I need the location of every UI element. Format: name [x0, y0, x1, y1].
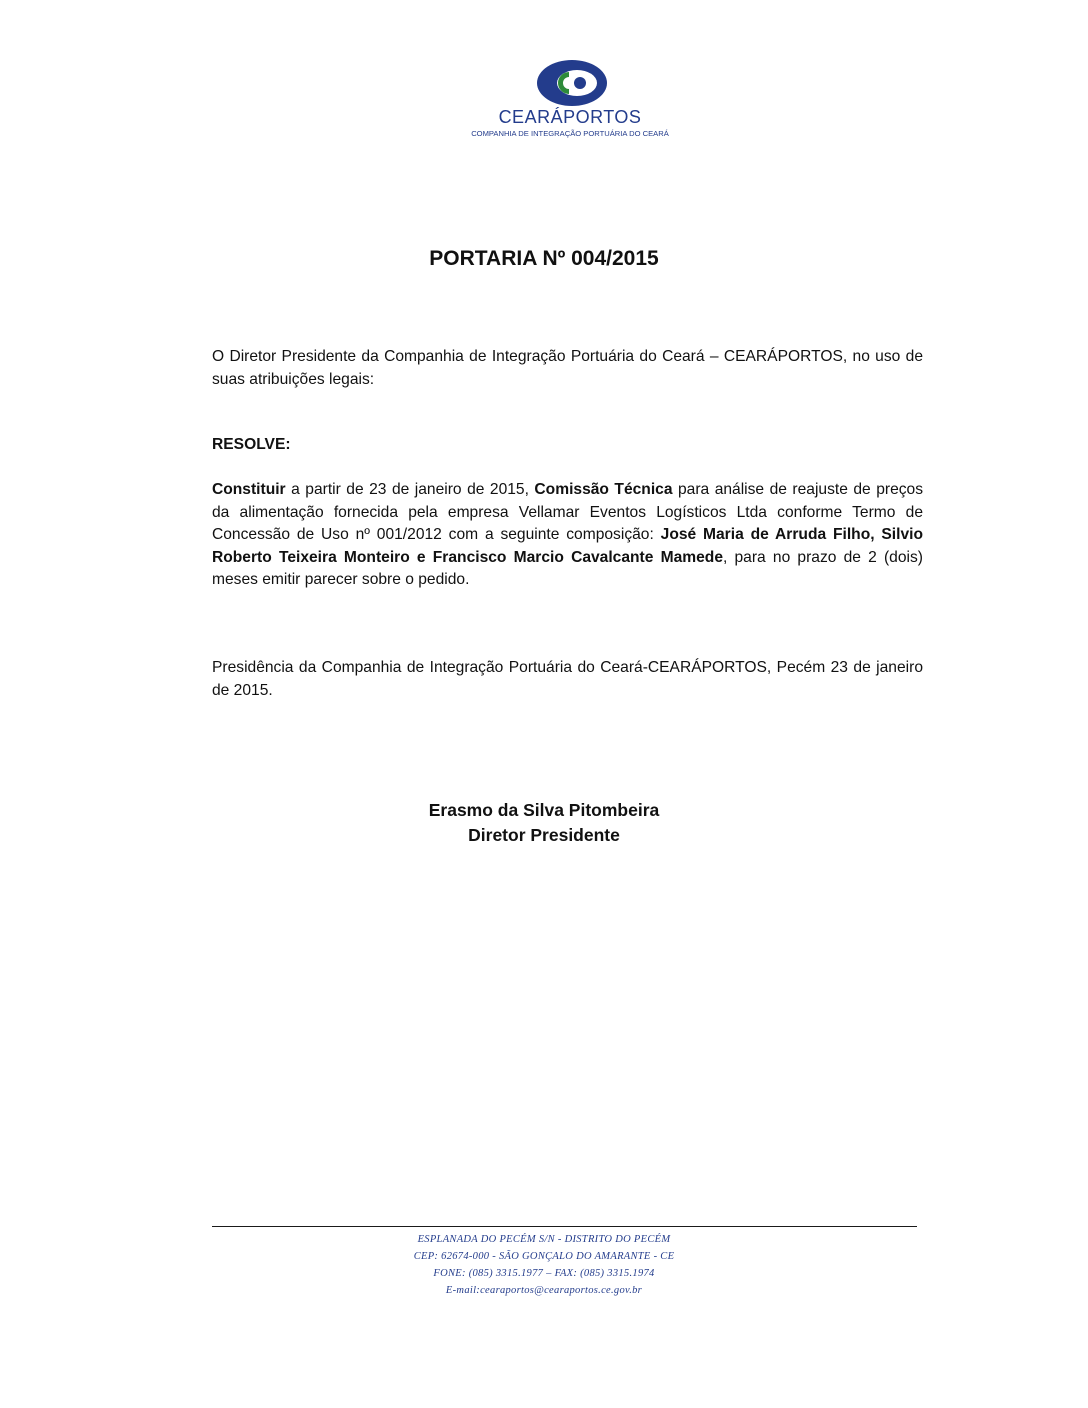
- cearaportos-logo-icon: [536, 58, 608, 108]
- footer-email: E-mail:cearaportos@cearaportos.ce.gov.br: [445, 1285, 643, 1296]
- resolution-paragraph: [212, 479, 923, 592]
- resolution-text-2: para análise de reajuste de preços da alimentação fornecida pela empresa Vellamar Eventos Logísticos Ltda conforme Termo de Concessão de Uso nº 001/2012 com a seguinte composição:: [212, 481, 924, 543]
- footer-cep: CEP: 62674-000 - SÃO GONÇALO DO AMARANTE - CE: [413, 1251, 675, 1262]
- logo-subtitle: COMPANHIA DE INTEGRAÇÃO PORTUÁRIA DO CEARÁ: [471, 129, 669, 138]
- document-title: PORTARIA Nº 004/2015: [429, 247, 659, 270]
- signatory-role: Diretor Presidente: [468, 825, 620, 845]
- resolution-text-3: , para no prazo de 2 (dois) meses emitir parecer sobre o pedido.: [212, 548, 923, 588]
- footer-divider: [212, 1226, 917, 1227]
- resolution-verb: Constituir: [212, 481, 286, 498]
- footer-address: ESPLANADA DO PECÉM S/N - DISTRITO DO PECÉM: [417, 1234, 671, 1245]
- resolution-text-1: a partir de 23 de janeiro de 2015,: [285, 481, 535, 498]
- logo-name: CEARÁPORTOS: [498, 107, 642, 127]
- commission-members: José Maria de Arruda Filho, Silvio Roberto Teixeira Monteiro e Francisco Marcio Cavalcante Mamede: [212, 526, 923, 566]
- commission-name: Comissão Técnica: [534, 481, 673, 498]
- footer-phone: FONE: (085) 3315.1977 – FAX: (085) 3315.1974: [433, 1268, 655, 1279]
- signatory-name: Erasmo da Silva Pitombeira: [428, 800, 660, 820]
- resolve-heading: RESOLVE:: [212, 436, 291, 453]
- intro-paragraph: O Diretor Presidente da Companhia de Integração Portuária do Ceará – CEARÁPORTOS, no uso de suas atribuições legais:: [212, 348, 923, 388]
- closing-paragraph: Presidência da Companhia de Integração Portuária do Ceará-CEARÁPORTOS, Pecém 23 de janeiro de 2015.: [212, 659, 923, 699]
- company-logo: [440, 58, 700, 143]
